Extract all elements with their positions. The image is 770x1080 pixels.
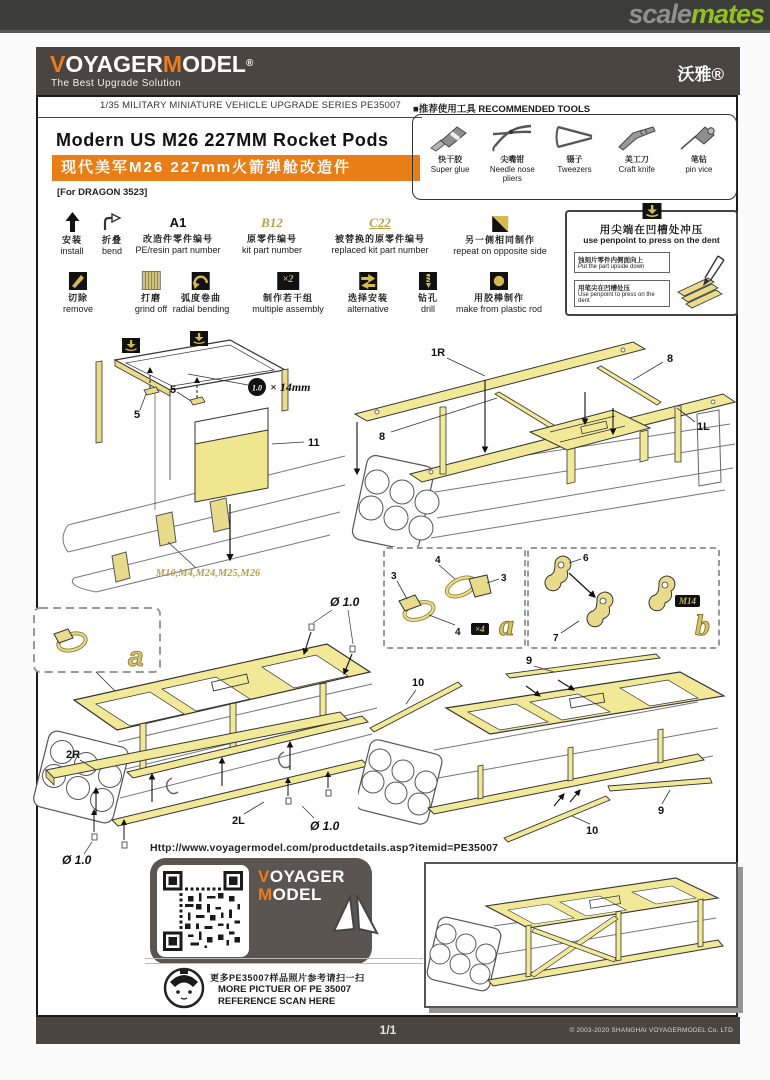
legend-plastic-rod: 用胶棒制作 make from plastic rod <box>456 270 542 314</box>
assembly-diagram-hanger <box>60 330 350 595</box>
penpoint-en: use penpoint to press on the dent <box>583 235 720 245</box>
for-kit-label: [For DRAGON 3523] <box>57 187 148 198</box>
paper-plane-icon <box>330 893 382 935</box>
scan-text-en1: MORE PICTUER OF PE 35007 <box>218 984 352 995</box>
tweezers-icon <box>543 120 605 154</box>
logo-registered-mark: ® <box>245 58 254 69</box>
logo-v: V <box>50 51 66 77</box>
radial-bending-icon <box>173 270 230 290</box>
drill-icon <box>418 270 438 290</box>
part-label-9: 9 <box>658 805 665 817</box>
penpoint-step1: 蚀刻片零件内侧面向上 Put the part upside down <box>574 252 670 273</box>
footer-bar <box>36 1017 740 1044</box>
part-label-8: 8 <box>667 353 674 365</box>
tool-cn-label: 美工刀 <box>624 155 649 164</box>
assembly-diagram-strips <box>358 646 750 854</box>
part-label-2L: 2L <box>232 815 245 827</box>
tool-en-label: Tweezers <box>557 165 592 174</box>
pin-vice-icon <box>668 120 730 154</box>
tool-cn-label: 镊子 <box>566 155 583 164</box>
legend-grind-off: 打磨 grind off <box>135 270 167 314</box>
press-dent-icon <box>642 203 661 224</box>
part-label-6: 6 <box>583 553 589 564</box>
drill-spec: Ø 1.0 <box>330 595 360 609</box>
scalemates-logo-scale: scale <box>628 0 691 29</box>
series-divider <box>38 117 422 118</box>
tool-en-label: pin vice <box>685 165 713 174</box>
logo-oyager: OYAGER <box>65 51 163 77</box>
tool-cn-label: 快干胶 <box>438 155 463 164</box>
scalemates-logo[interactable] <box>628 0 764 30</box>
logo-odel: ODEL <box>182 51 246 77</box>
part-label-3: 3 <box>391 571 397 582</box>
part-label-5: 5 <box>134 409 141 421</box>
part-label-10: 10 <box>586 825 599 837</box>
title-cn-bar <box>52 155 420 181</box>
logo-m: M <box>162 51 183 77</box>
tool-en-label: Craft knife <box>618 165 655 174</box>
legend-radial-bending: 弧度卷曲 radial bending <box>173 270 230 314</box>
tool-en-label: Needle nose pliers <box>489 165 535 183</box>
part-label-7: 7 <box>553 633 559 644</box>
product-url[interactable]: Http://www.voyagermodel.com/productdetails.asp?itemid=PE35007 <box>150 842 499 854</box>
remove-icon <box>63 270 93 290</box>
plastic-rod-icon <box>456 270 542 290</box>
kit-part-badge-M14: M14 <box>675 595 700 607</box>
legend-remove: 切除 remove <box>63 270 93 314</box>
rod-diameter: 1.0 <box>252 383 262 393</box>
part-label-4: 4 <box>435 555 441 566</box>
page-title: Modern US M26 227MM Rocket Pods <box>56 130 389 150</box>
install-arrow-icon <box>60 212 83 232</box>
tool-en-label: Super glue <box>430 165 470 174</box>
penpoint-instruction-box <box>565 210 738 316</box>
part-label-5: 5 <box>170 384 177 396</box>
tools-box <box>412 114 737 200</box>
scan-text-cn: 更多PE35007样品照片参考请扫一扫 <box>210 973 365 983</box>
tool-cn-label: 尖嘴钳 <box>500 155 525 164</box>
qr-pattern <box>163 871 243 951</box>
detail-box-a <box>383 547 526 649</box>
rod-length: × 14mm <box>270 380 311 394</box>
legend-alternative: 选择安装 alternative <box>347 270 389 314</box>
brand-tagline: The Best Upgrade Solution <box>51 78 182 89</box>
penpoint-step2: 用笔尖在凹槽处压 Use penpoint to press on the dent <box>574 280 670 307</box>
grind-icon <box>135 270 167 290</box>
craft-knife-icon <box>606 120 668 154</box>
scalemates-logo-mates: mates <box>690 0 764 29</box>
legend-pe-part-number: A1 改造件零件编号 PE/resin part number <box>135 215 221 255</box>
part-label-10: 10 <box>412 677 425 689</box>
part-label-1R: 1R <box>431 347 446 359</box>
legend-install: 安装 install <box>60 212 83 256</box>
glue-tube-icon <box>419 120 481 154</box>
kit-parts-list: M10,M4,M24,M25,M26 <box>155 568 261 579</box>
brand-chinese-name: 沃雅® <box>677 65 724 84</box>
part-label-2R: 2R <box>66 749 81 761</box>
qr-code <box>157 865 249 957</box>
page-title-cn: 现代美军M26 227mm火箭弹舱改造件 <box>61 159 352 176</box>
tool-craft-knife <box>606 120 668 194</box>
assembly-diagram-side-rails <box>32 592 384 880</box>
legend-repeat-opposite: 另一侧相同制作 repeat on opposite side <box>453 212 547 256</box>
qr-voyager-logo: VOYAGER MODEL <box>258 867 345 904</box>
drill-spec: Ø 1.0 <box>310 819 340 833</box>
pliers-icon <box>481 120 543 154</box>
part-label-8: 8 <box>379 431 386 443</box>
tool-tweezers <box>543 120 605 194</box>
penpoint-cn: 用尖端在凹槽处冲压 <box>599 224 704 236</box>
scan-text-en2: REFERENCE SCAN HERE <box>218 996 336 1007</box>
mascot-icon <box>162 966 206 1010</box>
decorative-rule <box>145 958 423 964</box>
repeat-diagonal-icon <box>453 212 547 232</box>
legend-multiple-assembly: ×2 制作若干组 multiple assembly <box>252 270 324 314</box>
scalemates-banner <box>0 0 770 33</box>
legend-kit-part-number: B12 原零件编号 kit part number <box>241 215 303 255</box>
penpoint-illustration <box>672 252 734 312</box>
part-label-3: 3 <box>501 573 507 584</box>
alternative-arrows-icon <box>347 270 389 290</box>
detail-b-letter: b <box>695 609 710 642</box>
legend-drill: 钻孔 drill <box>418 270 438 314</box>
drill-spec: Ø 1.0 <box>62 853 92 867</box>
bend-icon <box>101 212 123 232</box>
tool-pin-vice <box>668 120 730 194</box>
multiple-assembly-icon: ×2 <box>252 270 324 290</box>
legend-bend: 折叠 bend <box>101 212 123 256</box>
legend-replaced-part-number: C22 被替换的原零件编号 replaced kit part number <box>331 215 429 255</box>
tool-super-glue <box>419 120 481 194</box>
multiplier-badge: ×4 <box>471 623 489 635</box>
copyright-text: © 2003-2020 SHANGHAI VOYAGERMODEL Co. LTD <box>569 1027 733 1034</box>
detail-a-ref-letter: a <box>128 641 144 672</box>
tool-needle-nose-pliers <box>481 120 543 194</box>
voyager-logo <box>50 53 253 76</box>
series-label: 1/35 MILITARY MINIATURE VEHICLE UPGRADE SERIES PE35007 <box>100 100 402 111</box>
assembly-diagram-rails <box>345 332 745 557</box>
part-label-1L: 1L <box>697 421 710 433</box>
voyager-header <box>36 47 740 95</box>
finished-pod-drawing <box>426 864 736 1006</box>
detail-box-b <box>527 547 720 649</box>
detail-a-letter: a <box>499 609 514 642</box>
page-number: 1/1 <box>379 1023 397 1037</box>
tool-cn-label: 笔钻 <box>690 155 707 164</box>
part-label-9: 9 <box>526 655 533 667</box>
tools-heading: ■推荐使用工具 RECOMMENDED TOOLS <box>413 104 591 115</box>
part-label-4: 4 <box>455 627 461 638</box>
part-label-11: 11 <box>308 437 320 449</box>
finished-assembly-render <box>424 862 738 1008</box>
